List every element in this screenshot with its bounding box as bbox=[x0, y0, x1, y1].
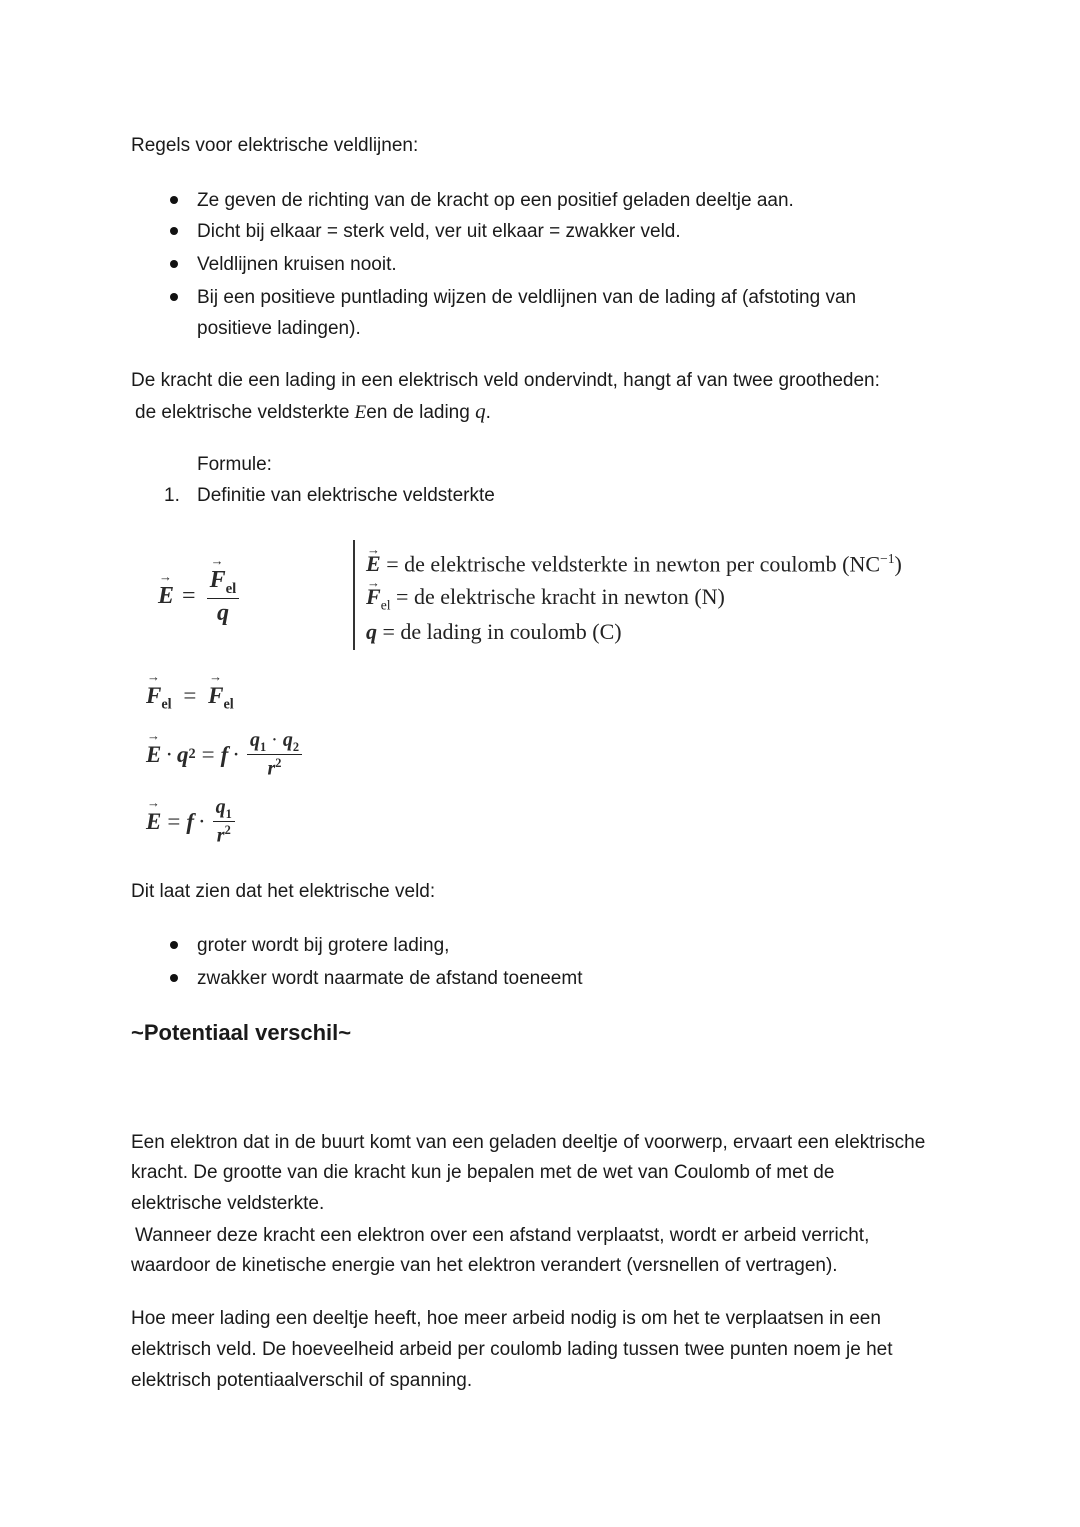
paragraph-line: waardoor de kinetische energie van het elektron verandert (versnellen of vertragen). bbox=[131, 1255, 838, 1276]
list-number: 1. bbox=[164, 485, 180, 506]
paragraph-line: kracht. De grootte van die kracht kun je bepalen met de wet van Coulomb of met de bbox=[131, 1162, 835, 1183]
definition-F: → $F_{el}$ = de elektrische kracht in newton (N) bbox=[366, 581, 725, 621]
rule-item: Dicht bij elkaar = sterk veld, ver uit elkaar = zwakker veld. bbox=[197, 221, 681, 242]
symbol-q: q bbox=[475, 399, 486, 423]
bullet-icon bbox=[170, 974, 178, 982]
paragraph-line: Een elektron dat in de buurt komt van een geladen deeltje of voorwerp, ervaart een elektrische bbox=[131, 1132, 926, 1153]
derivation-line-1: → $F_{el}$ = → $F_{el}$ bbox=[146, 683, 234, 714]
rule-item: Bij een positieve puntlading wijzen de veldlijnen van de lading af (afstoting van bbox=[197, 287, 857, 308]
definition-E: → E = de elektrische veldsterkte in newton per coulomb $(NC^{-1})$ bbox=[366, 543, 902, 580]
field-item: groter wordt bij grotere lading, bbox=[197, 935, 450, 956]
bullet-icon bbox=[170, 293, 178, 301]
symbol-E: E bbox=[354, 402, 367, 423]
bullet-icon bbox=[170, 941, 178, 949]
bullet-icon bbox=[170, 227, 178, 235]
formula-item-title: Definitie van elektrische veldsterkte bbox=[197, 485, 495, 506]
paragraph-line: Hoe meer lading een deeltje heeft, hoe meer arbeid nodig is om het te verplaatsen in een bbox=[131, 1308, 881, 1329]
paragraph-line: elektrisch potentiaalverschil of spanning. bbox=[131, 1370, 473, 1391]
bullet-icon bbox=[170, 196, 178, 204]
rule-item: Ze geven de richting van de kracht op een positief geladen deeltje aan. bbox=[197, 190, 794, 211]
bullet-icon bbox=[170, 260, 178, 268]
section-heading: ~Potentiaal verschil~ bbox=[131, 1020, 352, 1045]
derivation-line-2: → E · q 2 = f · $\frac{q_1 \cdot q_2}{r^2}$ bbox=[146, 730, 305, 779]
field-item: zwakker wordt naarmate de afstand toeneemt bbox=[197, 968, 583, 989]
force-paragraph-line1: De kracht die een lading in een elektrisch veld ondervindt, hangt af van twee grootheden: bbox=[131, 370, 880, 391]
rule-item-continued: positieve ladingen). bbox=[197, 318, 361, 339]
formula-label: Formule: bbox=[197, 454, 272, 475]
derivation-line-3: → E = f · $\frac{q_1}{r^2}$ bbox=[146, 797, 238, 846]
definition-q: q = de lading in coulomb (C) bbox=[366, 619, 622, 644]
field-intro: Dit laat zien dat het elektrische veld: bbox=[131, 881, 436, 902]
paragraph-line: elektrische veldsterkte. bbox=[131, 1193, 325, 1214]
definition-divider bbox=[353, 540, 355, 650]
definition-formula: → E = → $\frac{F_{el}}{q}$ bbox=[158, 568, 242, 625]
rules-intro: Regels voor elektrische veldlijnen: bbox=[131, 135, 419, 156]
force-paragraph-line2: de elektrische veldsterkte Een de lading q. bbox=[135, 399, 491, 423]
paragraph-line: Wanneer deze kracht een elektron over een afstand verplaatst, wordt er arbeid verricht, bbox=[135, 1225, 870, 1246]
rule-item: Veldlijnen kruisen nooit. bbox=[197, 254, 397, 275]
paragraph-line: elektrisch veld. De hoeveelheid arbeid per coulomb lading tussen twee punten noem je het bbox=[131, 1339, 893, 1360]
